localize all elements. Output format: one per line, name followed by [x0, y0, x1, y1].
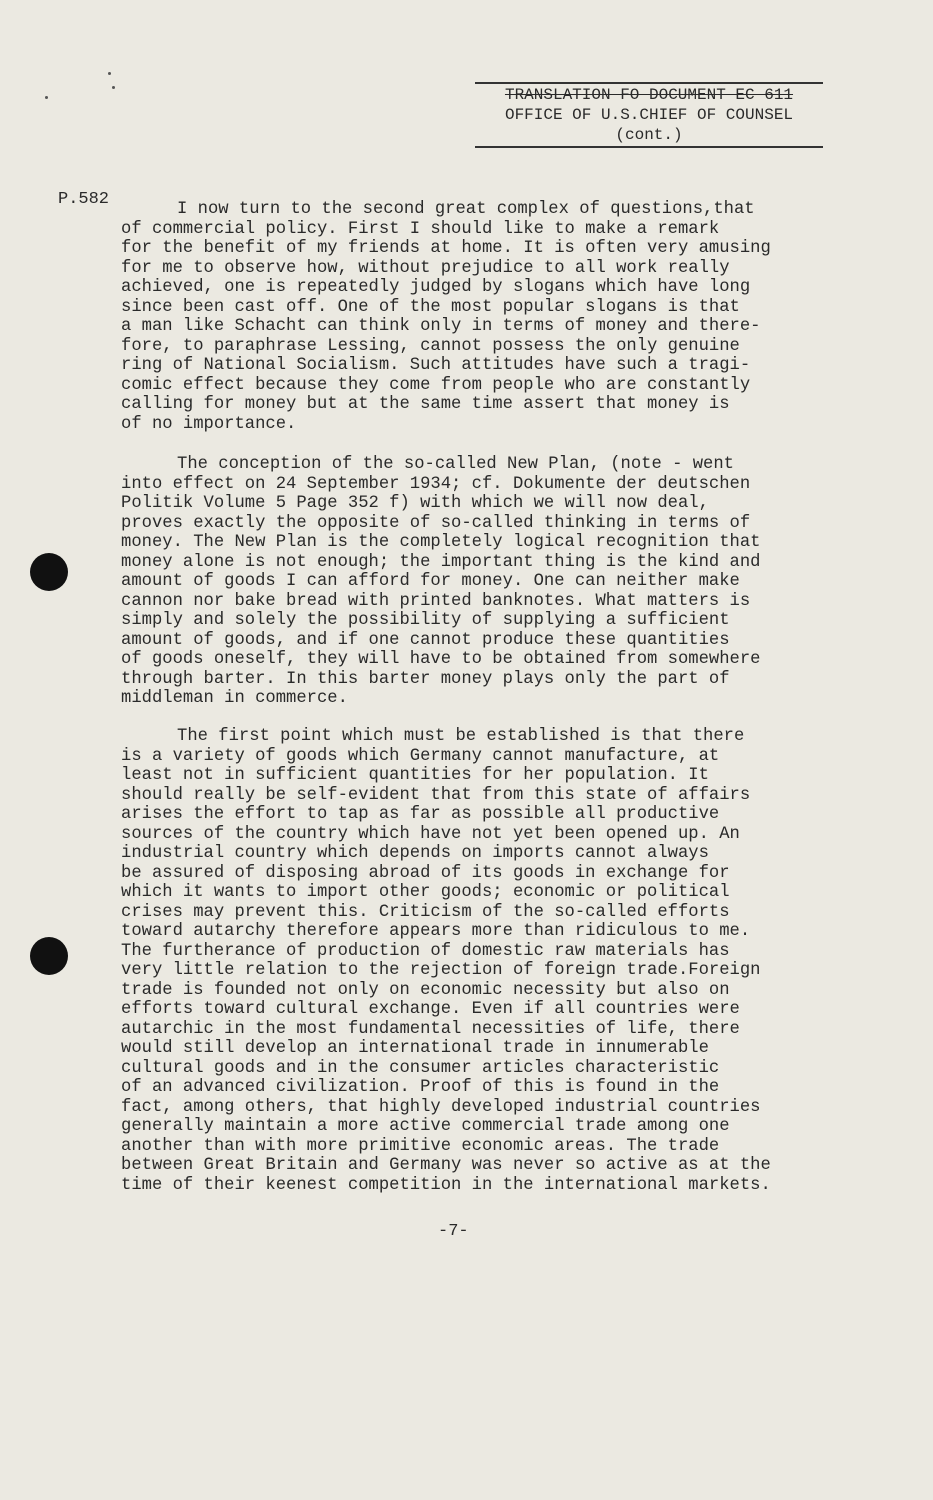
- text-line: industrial country which depends on imports cannot always: [121, 844, 709, 863]
- text-line: of commercial policy. First I should like to make a remark: [121, 219, 720, 239]
- text-line: The furtherance of production of domestic raw materials has: [121, 941, 730, 961]
- text-line: through barter. In this barter money plays only the part of: [121, 669, 730, 689]
- text-line: proves exactly the opposite of so-called thinking in terms of: [121, 513, 751, 533]
- paragraph-1: [121, 200, 861, 434]
- header-line-3: (cont.): [615, 126, 683, 144]
- text-line: middleman in commerce.: [121, 689, 348, 708]
- text-line: would still develop an international trade in innumerable: [121, 1039, 709, 1058]
- speck-mark: [112, 86, 115, 89]
- text-line: autarchic in the most fundamental necessities of life, there: [121, 1019, 740, 1039]
- text-line: money alone is not enough; the important thing is the kind and: [121, 552, 761, 572]
- text-line: comic effect because they come from people who are constantly: [121, 375, 751, 395]
- paragraph-2: [121, 455, 861, 709]
- text-line: arises the effort to tap as far as possible all productive: [121, 805, 720, 824]
- header-line-1: TRANSLATION FO DOCUMENT EC 611: [504, 86, 794, 104]
- text-line: efforts toward cultural exchange. Even if all countries were: [121, 1000, 740, 1019]
- text-line: between Great Britain and Germany was never so active as at the: [121, 1156, 771, 1175]
- speck-mark: [108, 72, 111, 75]
- text-line: money. The New Plan is the completely logical recognition that: [121, 533, 761, 552]
- paragraph-3: [121, 727, 861, 1195]
- text-line: is a variety of goods which Germany cannot manufacture, at: [121, 746, 720, 766]
- punch-hole: [30, 937, 68, 975]
- text-line: for the benefit of my friends at home. It is often very amusing: [121, 239, 771, 258]
- text-line: amount of goods I can afford for money. One can neither make: [121, 572, 740, 591]
- speck-mark: [45, 96, 48, 99]
- text-line: be assured of disposing abroad of its goods in exchange for: [121, 863, 730, 883]
- text-line: simply and solely the possibility of supplying a sufficient: [121, 611, 730, 630]
- text-line: calling for money but at the same time assert that money is: [121, 395, 730, 414]
- text-line: fact, among others, that highly developed industrial countries: [121, 1097, 761, 1117]
- text-line: amount of goods, and if one cannot produce these quantities: [121, 630, 730, 650]
- document-header: [475, 82, 823, 148]
- text-line: very little relation to the rejection of foreign trade.Foreign: [121, 961, 761, 980]
- text-line: of goods oneself, they will have to be obtained from somewhere: [121, 650, 761, 669]
- text-line: achieved, one is repeatedly judged by slogans which have long: [121, 278, 751, 297]
- header-line-2: OFFICE OF U.S.CHIEF OF COUNSEL: [504, 106, 794, 124]
- text-line: a man like Schacht can think only in terms of money and there-: [121, 317, 761, 336]
- text-line: which it wants to import other goods; economic or political: [121, 883, 730, 902]
- text-line: time of their keenest competition in the international markets.: [121, 1175, 771, 1195]
- text-line: crises may prevent this. Criticism of the so-called efforts: [121, 902, 730, 922]
- text-line: toward autarchy therefore appears more than ridiculous to me.: [121, 922, 751, 941]
- text-line: trade is founded not only on economic necessity but also on: [121, 980, 730, 1000]
- text-line: another than with more primitive economic areas. The trade: [121, 1136, 720, 1156]
- text-line: least not in sufficient quantities for her population. It: [121, 766, 709, 785]
- text-line: into effect on 24 September 1934; cf. Dokumente der deutschen: [121, 474, 751, 494]
- punch-hole: [30, 553, 68, 591]
- text-line: sources of the country which have not yet been opened up. An: [121, 824, 740, 844]
- text-line: cannon nor bake bread with printed banknotes. What matters is: [121, 591, 751, 611]
- text-line: of an advanced civilization. Proof of this is found in the: [121, 1078, 720, 1097]
- text-line: since been cast off. One of the most popular slogans is that: [121, 297, 740, 317]
- text-line: of no importance.: [121, 414, 297, 434]
- text-line: should really be self-evident that from this state of affairs: [121, 785, 751, 805]
- text-line: ring of National Socialism. Such attitudes have such a tragi-: [121, 356, 751, 375]
- text-line: The first point which must be established is that there: [177, 727, 745, 746]
- text-line: The conception of the so-called New Plan, (note - went: [177, 455, 734, 474]
- text-line: generally maintain a more active commercial trade among one: [121, 1117, 730, 1136]
- margin-page-reference: P.582: [58, 190, 110, 209]
- text-line: cultural goods and in the consumer articles characteristic: [121, 1058, 720, 1078]
- text-line: I now turn to the second great complex of questions,that: [177, 200, 755, 219]
- page-number: -7-: [438, 1222, 469, 1241]
- text-line: Politik Volume 5 Page 352 f) with which we will now deal,: [121, 494, 709, 513]
- text-line: for me to observe how, without prejudice to all work really: [121, 258, 730, 278]
- text-line: fore, to paraphrase Lessing, cannot possess the only genuine: [121, 336, 740, 356]
